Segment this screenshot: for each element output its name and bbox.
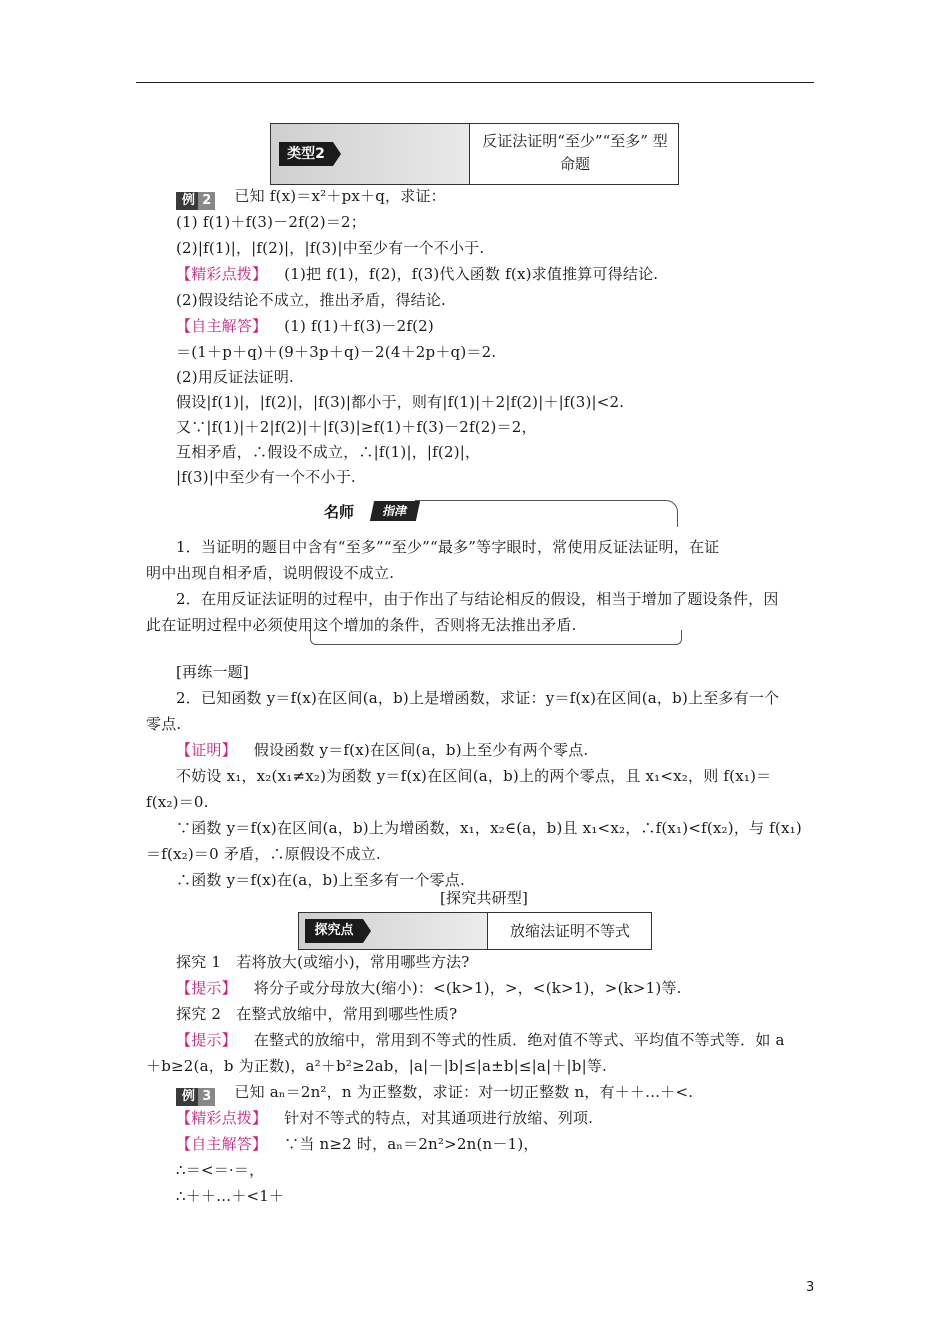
explore-header-box xyxy=(298,912,652,950)
divider xyxy=(469,124,470,184)
section-label-bar xyxy=(271,124,469,184)
explore-label: 探究点 xyxy=(305,919,363,943)
example-2-q1: (1) f(1)＋f(3)－2f(2)＝2； xyxy=(176,213,366,231)
proof-3a: ∵函数 y＝f(x)在区间(a，b)上为增函数，x₁，x₂∈(a，b)且 x₁<x₂，∴f(x₁)<f(x₂)，与 f(x₁) xyxy=(176,819,802,837)
solution-7: |f(3)|中至少有一个不小于. xyxy=(176,468,356,486)
solution-4: 假设|f(1)|，|f(2)|，|f(3)|都小于，则有|f(1)|＋2|f(2)|＋|f(3)|<2. xyxy=(176,393,625,411)
example-3-hint: 针对不等式的特点，对其通项进行放缩、列项. xyxy=(284,1109,594,1127)
example-3-solution-line-1 xyxy=(176,1134,539,1154)
proof-line-1 xyxy=(176,740,588,760)
example-3-hint-line xyxy=(176,1108,593,1128)
solution-1: (1) f(1)＋f(3)－2f(2) xyxy=(284,317,434,335)
solution-line-1 xyxy=(176,316,434,336)
solution-5: 又∵|f(1)|＋2|f(2)|＋|f(3)|≥f(1)＋f(3)－2f(2)＝2， xyxy=(176,418,537,436)
explore-label-bar xyxy=(299,913,487,949)
example-badge-label: 例 xyxy=(176,192,198,210)
example-3-stem: 已知 aₙ＝2n²，n 为正整数，求证：对一切正整数 n，有＋＋…＋<. xyxy=(234,1083,694,1101)
tip-tag: 【提示】 xyxy=(176,979,237,997)
practice-question-b: 零点. xyxy=(146,715,182,733)
arrow-icon xyxy=(363,919,371,943)
guidance-p2a: 2．在用反证法证明的过程中，由于作出了与结论相反的假设，相当于增加了题设条件，因 xyxy=(176,590,779,608)
explore-title: 放缩法证明不等式 xyxy=(509,922,630,940)
teacher-guidance-header xyxy=(310,498,680,528)
guidance-tag: 指津 xyxy=(370,501,420,521)
example-2-hint-line xyxy=(176,264,658,284)
explore-1: 探究 1 若将放大(或缩小)，常用哪些方法? xyxy=(176,953,470,971)
example-3-solution-2: ∴＝<＝·＝， xyxy=(176,1161,265,1179)
proof-2b: f(x₂)＝0. xyxy=(146,793,209,811)
example-2-q2: (2)|f(1)|，|f(2)|，|f(3)|中至少有一个不小于. xyxy=(176,239,485,257)
proof-3b: ＝f(x₂)＝0 矛盾，∴原假设不成立. xyxy=(146,845,381,863)
example-badge-number: 2 xyxy=(198,192,215,210)
tip-2a: 在整式的放缩中，常用到不等式的性质．绝对值不等式、平均值不等式等．如 a xyxy=(253,1031,785,1049)
example-badge-3 xyxy=(176,1088,215,1106)
guidance-p1a: 1．当证明的题目中含有“至多”“至少”“最多”等字眼时，常使用反证法证明，在证 xyxy=(176,538,720,556)
proof-4: ∴函数 y＝f(x)在(a，b)上至多有一个零点. xyxy=(176,871,465,889)
solution-6: 互相矛盾，∴假设不成立，∴|f(1)|，|f(2)|， xyxy=(176,443,481,461)
solution-tag-3: 【自主解答】 xyxy=(176,1135,268,1153)
tip-2b: ＋b≥2(a，b 为正数)，a²＋b²≥2ab，|a|－|b|≤|a±b|≤|a|＋|b|等. xyxy=(146,1057,608,1075)
example-2-stem: 已知 f(x)＝x²＋px＋q，求证： xyxy=(234,187,446,205)
guidance-p2b: 此在证明过程中必须使用这个增加的条件，否则将无法推出矛盾. xyxy=(146,616,577,634)
example-badge xyxy=(176,192,215,210)
explore-heading: [探究共研型] xyxy=(440,889,529,907)
proof-2a: 不妨设 x₁，x₂(x₁≠x₂)为函数 y＝f(x)在区间(a，b)上的两个零点，且 x₁<x₂，则 f(x₁)＝ xyxy=(176,767,772,785)
example-2-stem-line xyxy=(176,186,446,210)
tip-line-1 xyxy=(176,978,682,998)
example-3-solution-1: ∵当 n≥2 时，aₙ＝2n²>2n(n－1)， xyxy=(284,1135,539,1153)
example-badge-number: 3 xyxy=(198,1088,215,1106)
example-3-stem-line xyxy=(176,1082,693,1106)
section-title: 反证法证明“至少”“至多” 型命题 xyxy=(482,132,668,173)
proof-tag: 【证明】 xyxy=(176,741,237,759)
arrow-icon xyxy=(333,142,341,166)
solution-2: ＝(1＋p＋q)＋(9＋3p＋q)－2(4＋2p＋q)＝2. xyxy=(176,343,497,361)
practice-question-a: 2．已知函数 y＝f(x)在区间(a，b)上是增函数，求证：y＝f(x)在区间(a，b)上至多有一个 xyxy=(176,689,780,707)
section-label: 类型2 xyxy=(279,142,333,166)
tip-tag-2: 【提示】 xyxy=(176,1031,237,1049)
example-3-solution-3: ∴＋＋…＋<1＋ xyxy=(176,1187,285,1205)
tip-1: 将分子或分母放大(缩小)：<(k>1)，>，<(k>1)，>(k>1)等. xyxy=(253,979,682,997)
explore-2: 探究 2 在整式放缩中，常用到哪些性质? xyxy=(176,1005,458,1023)
example-badge-label: 例 xyxy=(176,1088,198,1106)
hint-tag: 【精彩点拨】 xyxy=(176,265,268,283)
page-number: 3 xyxy=(806,1280,815,1295)
hint-2: (2)假设结论不成立，推出矛盾，得结论. xyxy=(176,291,447,309)
practice-heading: [再练一题] xyxy=(176,663,249,681)
header-rule xyxy=(136,82,814,83)
guidance-frame-bottom xyxy=(310,630,682,645)
hint-1: (1)把 f(1)，f(2)，f(3)代入函数 f(x)求值推算可得结论. xyxy=(284,265,659,283)
divider xyxy=(487,913,488,949)
section-header-type2 xyxy=(270,123,679,185)
proof-1: 假设函数 y＝f(x)在区间(a，b)上至少有两个零点. xyxy=(253,741,589,759)
guidance-name: 名师 xyxy=(324,503,355,521)
guidance-frame xyxy=(415,500,678,527)
guidance-p1b: 明中出现自相矛盾，说明假设不成立. xyxy=(146,564,395,582)
tip-line-2 xyxy=(176,1030,785,1050)
hint-tag-3: 【精彩点拨】 xyxy=(176,1109,268,1127)
solution-3: (2)用反证法证明. xyxy=(176,368,295,386)
solution-tag: 【自主解答】 xyxy=(176,317,268,335)
